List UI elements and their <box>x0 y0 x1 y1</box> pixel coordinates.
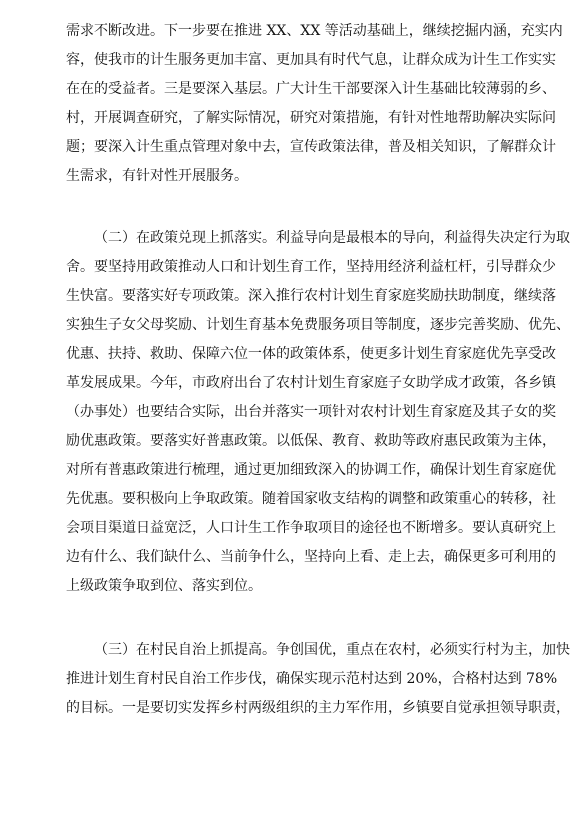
paragraph-gap <box>66 601 516 636</box>
paragraph-2 <box>66 224 570 601</box>
paragraph-1 <box>66 17 563 191</box>
paragraph-3 <box>66 636 570 723</box>
text-line: 舍。要坚持用政策推动人口和计划生育工作，坚持用经济利益杠杆，引导群众少 <box>66 259 556 275</box>
text-line: 边有什么、我们缺什么、当前争什么，坚持向上看、走上去，确保更多可利用的 <box>66 549 556 565</box>
text-line: 题；要深入计生重点管理对象中去，宣传政策法律，普及相关知识，了解群众计 <box>66 139 556 155</box>
text-line: 优惠、扶持、救助、保障六位一体的政策体系，使更多计划生育家庭优先享受改 <box>66 346 556 362</box>
text-line: 需求不断改进。下一步要在推进 XX、XX 等活动基础上，继续挖掘内涵，充实内 <box>66 23 563 39</box>
text-line: 生快富。要落实好专项政策。深入推行农村计划生育家庭奖励扶助制度，继续落 <box>66 288 556 304</box>
text-line: 生需求，有针对性开展服务。 <box>66 168 248 184</box>
text-line: 实独生子女父母奖励、计划生育基本免费服务项目等制度，逐步完善奖励、优先、 <box>66 317 570 333</box>
text-line: （二）在政策兑现上抓落实。利益导向是最根本的导向，利益得失决定行为取 <box>94 230 570 246</box>
text-line: 先优惠。要积极向上争取政策。随着国家收支结构的调整和政策重心的转移，社 <box>66 491 556 507</box>
text-line: 对所有普惠政策进行梳理，通过更加细致深入的协调工作，确保计划生育家庭优 <box>66 462 556 478</box>
document-page <box>66 2 570 723</box>
text-line: 村，开展调查研究，了解实际情况，研究对策措施，有针对性地帮助解决实际问 <box>66 110 556 126</box>
text-line: 励优惠政策。要落实好普惠政策。以低保、教育、救助等政府惠民政策为主体， <box>66 433 556 449</box>
text-line: 的目标。一是要切实发挥乡村两级组织的主力军作用，乡镇要自觉承担领导职责， <box>66 700 570 716</box>
text-line: 推进计划生育村民自治工作步伐，确保实现示范村达到 20%，合格村达到 78% <box>66 671 558 687</box>
text-line: （三）在村民自治上抓提高。争创国优，重点在农村，必须实行村为主，加快 <box>94 642 570 658</box>
paragraph-gap <box>66 191 516 224</box>
text-line: 在在的受益者。三是要深入基层。广大计生干部要深入计生基础比较薄弱的乡、 <box>66 81 556 97</box>
text-line: 容，使我市的计生服务更加丰富、更加具有时代气息，让群众成为计生工作实实 <box>66 52 556 68</box>
text-line: 革发展成果。今年，市政府出台了农村计划生育家庭子女助学成才政策，各乡镇 <box>66 375 556 391</box>
text-line: （办事处）也要结合实际，出台并落实一项针对农村计划生育家庭及其子女的奖 <box>66 404 556 420</box>
text-line: 上级政策争取到位、落实到位。 <box>66 578 262 594</box>
text-line: 会项目渠道日益宽泛，人口计生工作争取项目的途径也不断增多。要认真研究上 <box>66 520 556 536</box>
